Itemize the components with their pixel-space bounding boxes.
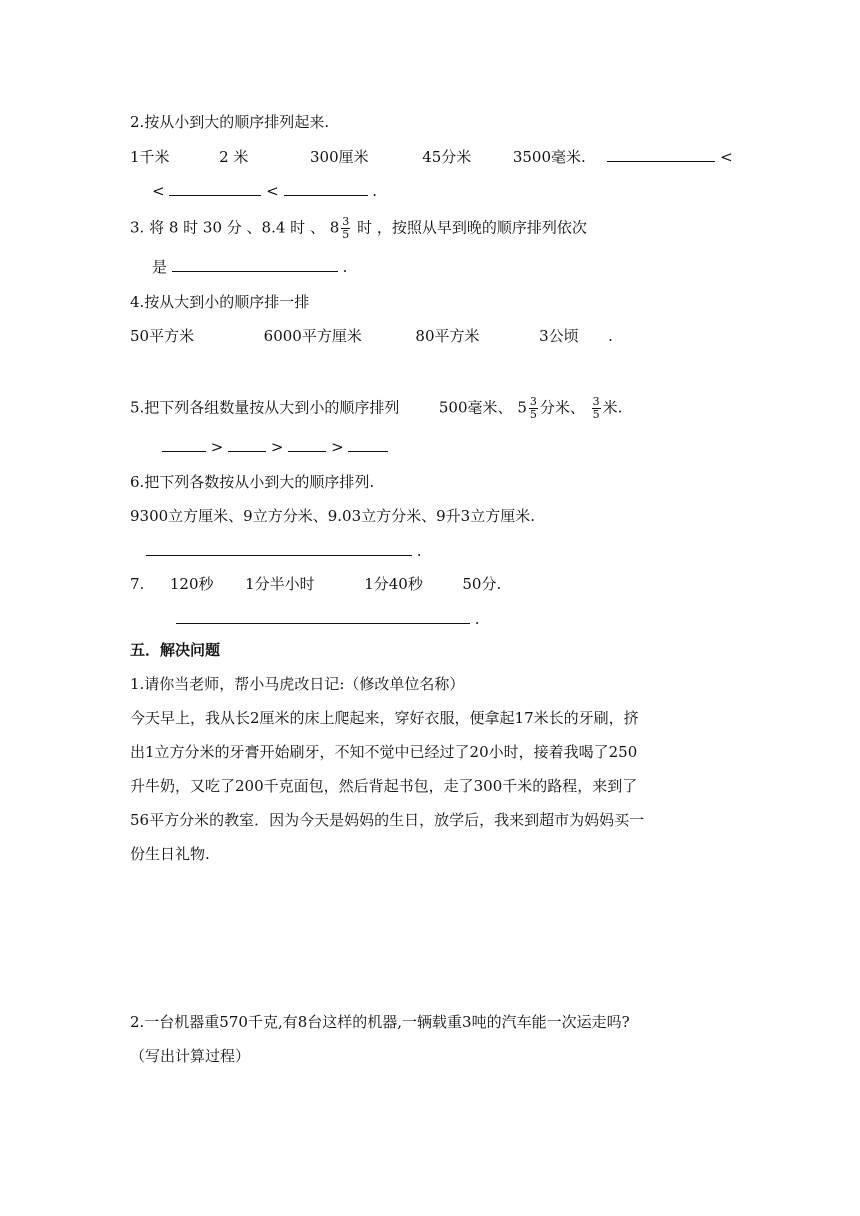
q4-items-row — [130, 326, 613, 346]
q4-item: 3公顷 — [539, 327, 579, 345]
problem2-instruction: （写出计算过程） — [130, 1047, 251, 1065]
q5-prefix: 5.把下列各组数量按从大到小的顺序排列 — [130, 398, 400, 417]
q3-prefix: 3. 将 8 时 30 分 、8.4 时 、 — [130, 218, 325, 237]
q7-row — [130, 574, 501, 594]
q3-answer-row — [152, 256, 347, 277]
q2-items-row — [130, 146, 733, 167]
fraction-denominator: 5 — [342, 228, 350, 241]
answer-blank[interactable] — [146, 540, 412, 556]
less-than-sign: < — [720, 148, 733, 166]
problem1-text-line: 份生日礼物. — [130, 845, 210, 863]
answer-blank[interactable] — [348, 436, 388, 452]
fraction — [341, 216, 350, 241]
fraction-numerator: 3 — [592, 395, 600, 408]
period: . — [372, 182, 378, 200]
q2-item: 1千米 — [130, 148, 170, 166]
q3-suffix: 时 ，按照从早到晚的顺序排列依次 — [357, 218, 587, 237]
greater-than-sign: > — [210, 438, 224, 456]
answer-blank[interactable] — [607, 146, 715, 162]
answer-blank[interactable] — [288, 436, 326, 452]
q2-item: 3500毫米. — [512, 148, 586, 166]
q2-item: 2 米 — [219, 148, 249, 166]
period: . — [608, 327, 613, 345]
q5-row — [130, 396, 622, 421]
period: . — [474, 610, 480, 628]
greater-than-sign: > — [331, 438, 344, 456]
problem1-text-line: 出1立方分米的牙膏开始刷牙，不知不觉中已经过了20小时，接着我喝了250 — [130, 743, 638, 761]
q4-item: 80平方米 — [415, 327, 480, 345]
answer-blank[interactable] — [169, 180, 261, 196]
q2-item: 300厘米 — [309, 148, 369, 166]
q6-title: 6.把下列各数按从小到大的顺序排列. — [130, 473, 375, 491]
problem1-text-line: 升牛奶，又吃了200千克面包，然后背起书包，走了300千米的路程，来到了 — [130, 777, 638, 795]
q2-title: 2.按从小到大的顺序排列起来. — [130, 113, 330, 131]
q3-line2: 是 — [152, 258, 168, 276]
q4-title: 4.按从大到小的顺序排一排 — [130, 293, 310, 311]
q7-label: 7. — [130, 575, 145, 593]
answer-blank[interactable] — [176, 608, 470, 624]
less-than-sign: < — [152, 182, 165, 200]
q5-item-b-unit: 分米、 — [539, 398, 585, 417]
section-title: 五．解决问题 — [130, 641, 221, 659]
problem1-title: 1.请你当老师，帮小马虎改日记:（修改单位名称） — [130, 675, 465, 693]
q7-item: 50分. — [462, 575, 502, 593]
q5-item-c-unit: 米. — [602, 398, 623, 417]
q6-answer-row — [146, 540, 422, 561]
period: . — [342, 258, 348, 276]
answer-blank[interactable] — [228, 436, 266, 452]
answer-blank[interactable] — [284, 180, 368, 196]
mixed-number-whole: 8 — [329, 218, 340, 237]
mixed-number-whole: 5 — [517, 398, 527, 417]
q7-item: 1分40秒 — [364, 575, 423, 593]
fraction-denominator: 5 — [529, 408, 537, 421]
q4-item: 6000平方厘米 — [263, 327, 362, 345]
fraction — [592, 396, 601, 421]
q7-item: 1分半小时 — [245, 575, 315, 593]
problem2-text: 2.一台机器重570千克,有8台这样的机器,一辆载重3吨的汽车能一次运走吗? — [130, 1013, 630, 1031]
q2-answer-row — [152, 180, 377, 201]
fraction-denominator: 5 — [592, 408, 600, 421]
q7-answer-row — [176, 608, 480, 629]
answer-blank[interactable] — [162, 436, 206, 452]
q6-items: 9300立方厘米、9立方分米、9.03立方分米、9升3立方厘米. — [130, 507, 535, 525]
fraction — [529, 396, 538, 421]
q7-item: 120秒 — [169, 575, 214, 593]
q4-item: 50平方米 — [130, 327, 195, 345]
q2-item: 45分米 — [422, 148, 472, 166]
q5-item-a: 500毫米、 — [438, 398, 513, 417]
less-than-sign: < — [266, 182, 279, 200]
period: . — [416, 542, 422, 560]
problem1-text-line: 今天早上，我从长2厘米的床上爬起来，穿好衣服，便拿起17米长的牙刷，挤 — [130, 709, 639, 727]
problem1-text-line: 56平方分米的教室．因为今天是妈妈的生日，放学后，我来到超市为妈妈买一 — [130, 811, 645, 829]
fraction-numerator: 3 — [529, 395, 537, 408]
greater-than-sign: > — [270, 438, 284, 456]
q3-row — [130, 216, 730, 241]
fraction-numerator: 3 — [342, 215, 350, 228]
q5-answer-row — [162, 436, 388, 457]
answer-blank[interactable] — [172, 256, 338, 272]
